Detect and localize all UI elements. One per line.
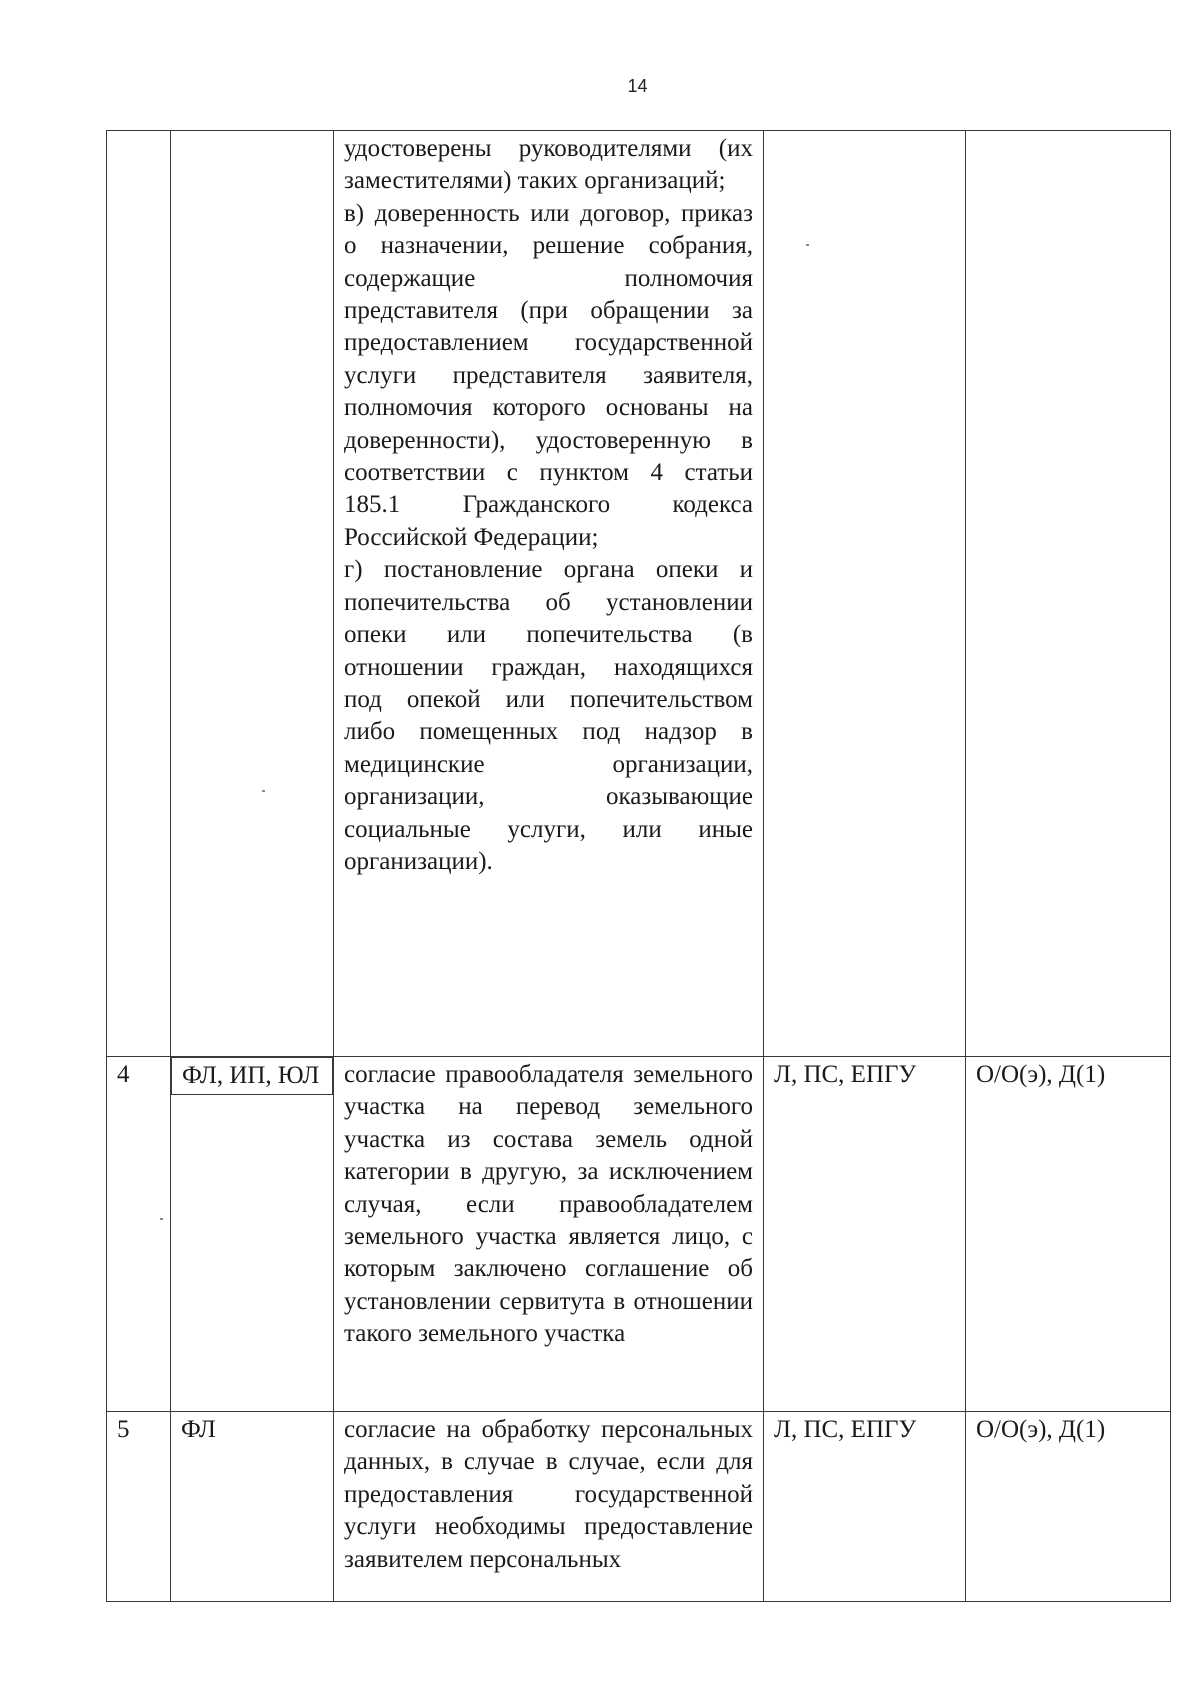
document-paragraph: удостоверены руководителями (их заместителями) таких организаций; (344, 135, 753, 195)
row-number-cell: 5 (107, 1412, 171, 1602)
documents-table (106, 130, 1171, 1602)
document-description-cell (334, 1412, 764, 1602)
table-row (107, 1412, 1171, 1602)
submission-methods-cell (764, 131, 966, 1057)
document-paragraph: согласие правообладателя земельного участка на перевод земельного участка из состава земель одной категории в другую, за исключением случая, если правообладателем земельного участка является лицо, с которым заключено соглашение об установлении сервитута в отношении такого земельного участка (344, 1061, 753, 1348)
document-description-cell (334, 131, 764, 1057)
applicant-category-cell (171, 131, 334, 1057)
table-row (107, 131, 1171, 1057)
document-form-cell: О/О(э), Д(1) (966, 1057, 1171, 1412)
row-number-cell: 4 (107, 1057, 171, 1412)
document-form-cell: О/О(э), Д(1) (966, 1412, 1171, 1602)
document-form-cell (966, 131, 1171, 1057)
applicant-category-cell: ФЛ (171, 1412, 334, 1602)
scan-speck (160, 1218, 163, 1220)
submission-methods-cell: Л, ПС, ЕПГУ (764, 1057, 966, 1412)
applicant-category-cell: ФЛ, ИП, ЮЛ (171, 1057, 333, 1095)
row-number-cell (107, 131, 171, 1057)
scan-speck (262, 790, 265, 792)
document-paragraph: согласие на обработку персональных данных, в случае в случае, если для предоставления государственной услуги необходимы предоставление заявителем персональных (344, 1416, 753, 1573)
document-paragraph: в) доверенность или договор, приказ о назначении, решение собрания, содержащие полномочия представителя (при обращении за предоставлением государственной услуги представителя заявителя, полномочия которого основаны на доверенности), удостоверенную в соответствии с пунктом 4 статьи 185.1 Гражданского кодекса Российской Федерации; (344, 199, 753, 551)
submission-methods-cell: Л, ПС, ЕПГУ (764, 1412, 966, 1602)
document-paragraph: г) постановление органа опеки и попечительства об установлении опеки или попечительства (в отношении граждан, находящихся под опекой или попечительством либо помещенных под надзор в медицинские организации, организации, оказывающие социальные услуги, или иные организации). (344, 556, 753, 875)
page-number: 14 (627, 76, 648, 96)
scan-speck (806, 244, 809, 246)
table-row (107, 1057, 1171, 1412)
document-description-cell (334, 1057, 764, 1412)
